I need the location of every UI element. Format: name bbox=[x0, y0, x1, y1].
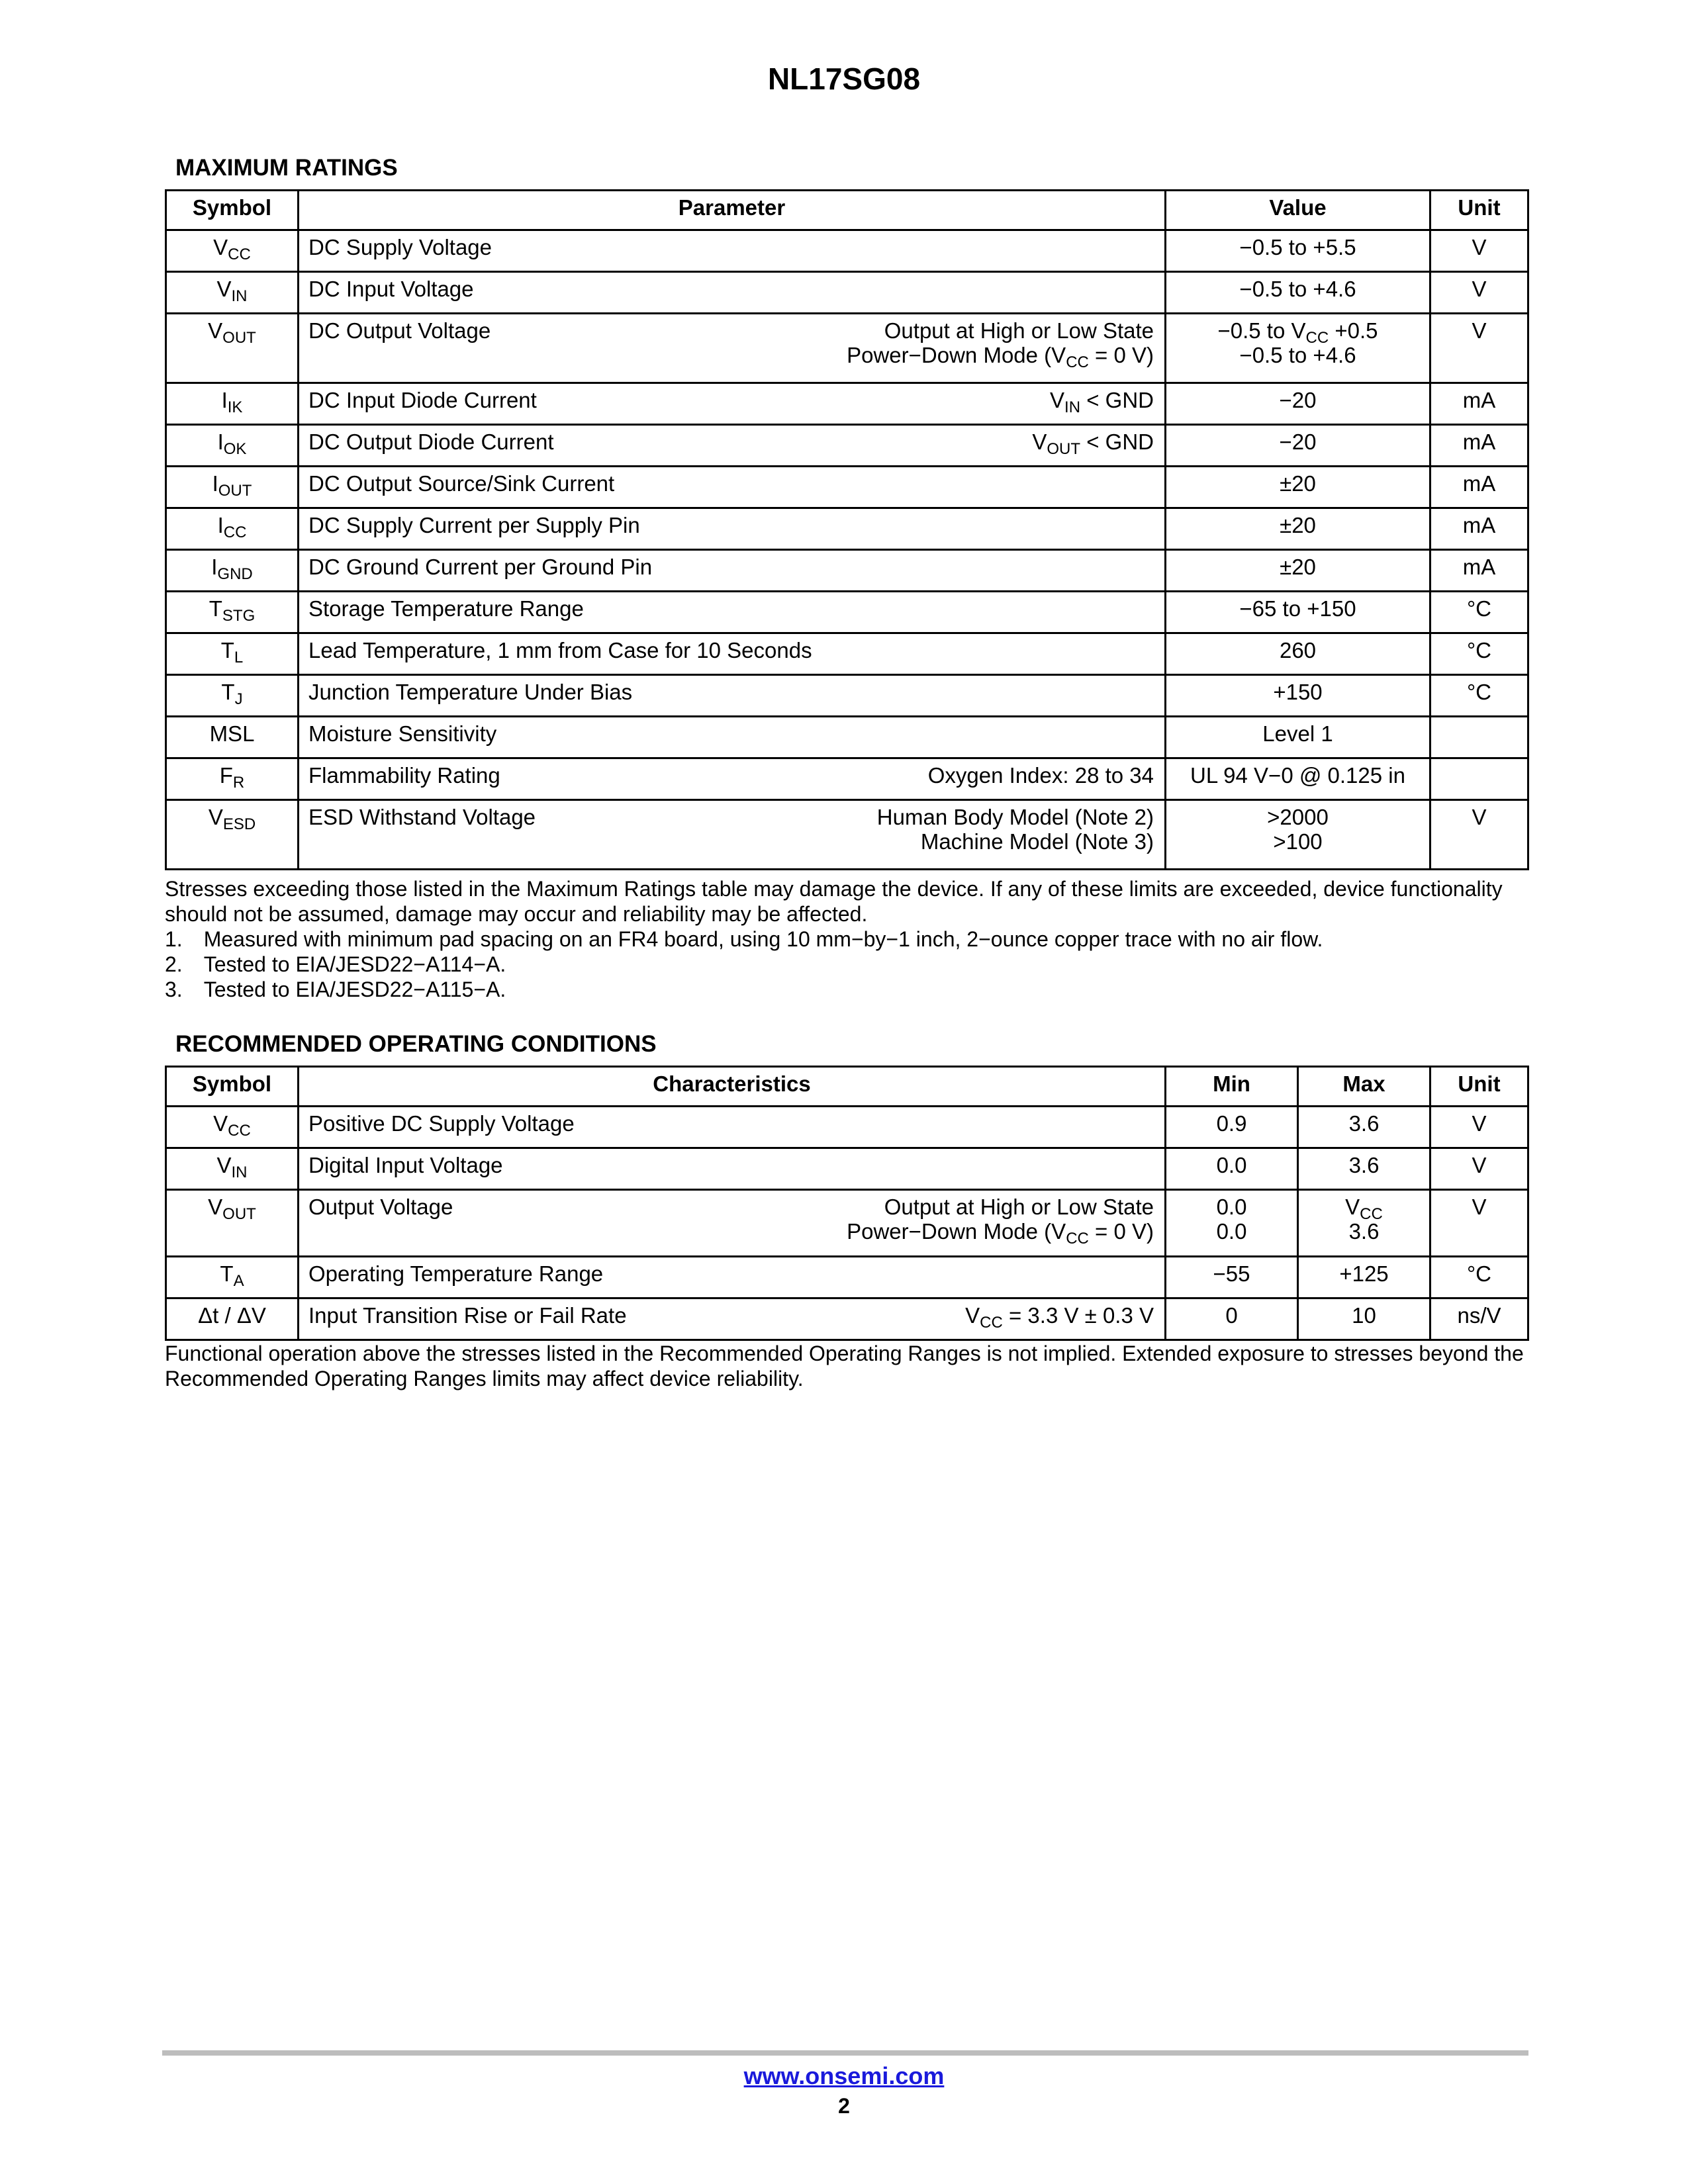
symbol-cell bbox=[166, 633, 299, 675]
condition-text bbox=[877, 805, 1154, 854]
symbol-text: V bbox=[213, 235, 228, 259]
max-cell: 3.6 bbox=[1298, 1148, 1430, 1190]
condition-part: V bbox=[965, 1303, 980, 1328]
symbol-subscript: IK bbox=[227, 398, 243, 416]
value-cell: ±20 bbox=[1166, 550, 1430, 592]
symbol-subscript: L bbox=[234, 649, 244, 666]
parameter-text: DC Output Voltage bbox=[308, 318, 491, 343]
parameter-cell: Operating Temperature Range bbox=[299, 1257, 1166, 1298]
value-cell: 260 bbox=[1166, 633, 1430, 675]
min-cell: 0.0 bbox=[1166, 1148, 1298, 1190]
symbol-cell bbox=[166, 675, 299, 717]
value-cell: ±20 bbox=[1166, 508, 1430, 550]
col-header-max: Max bbox=[1298, 1067, 1430, 1107]
condition-part: = 0 V) bbox=[1088, 343, 1154, 367]
unit-cell: °C bbox=[1430, 1257, 1528, 1298]
symbol-text: V bbox=[216, 277, 232, 301]
symbol-cell bbox=[166, 383, 299, 425]
symbol-cell: MSL bbox=[166, 717, 299, 758]
page-number: 2 bbox=[838, 2094, 850, 2118]
parameter-cell: DC Output Source/Sink Current bbox=[299, 467, 1166, 508]
symbol-text: V bbox=[216, 1153, 232, 1177]
symbol-text: F bbox=[219, 763, 233, 788]
condition-text bbox=[847, 1195, 1154, 1248]
unit-cell: °C bbox=[1430, 675, 1528, 717]
col-header-symbol: Symbol bbox=[166, 191, 299, 230]
parameter-text: Flammability Rating bbox=[308, 763, 500, 788]
symbol-cell bbox=[166, 592, 299, 633]
table-row bbox=[166, 675, 1528, 717]
symbol-text: I bbox=[212, 471, 218, 496]
max-cell: 3.6 bbox=[1298, 1107, 1430, 1148]
table-row bbox=[166, 758, 1528, 800]
symbol-cell bbox=[166, 1148, 299, 1190]
symbol-subscript: CC bbox=[223, 523, 247, 541]
parameter-cell bbox=[299, 1190, 1166, 1257]
symbol-text: V bbox=[208, 1195, 223, 1219]
note-2: 2. Tested to EIA/JESD22−A114−A. bbox=[165, 952, 506, 976]
condition-part: = 0 V) bbox=[1088, 1219, 1154, 1244]
min-cell: 0.9 bbox=[1166, 1107, 1298, 1148]
rec-op-table bbox=[165, 1066, 1529, 1341]
symbol-text: I bbox=[217, 513, 224, 537]
condition-part: V bbox=[1050, 388, 1065, 412]
table-row bbox=[166, 314, 1528, 383]
condition-part: Power−Down Mode (V bbox=[847, 1219, 1066, 1244]
col-header-parameter: Parameter bbox=[299, 191, 1166, 230]
symbol-text: T bbox=[209, 596, 222, 621]
condition-line: Human Body Model (Note 2) bbox=[876, 805, 1154, 829]
symbol-text: I bbox=[217, 430, 224, 454]
symbol-text: I bbox=[211, 555, 218, 579]
value-cell bbox=[1166, 800, 1430, 870]
table-row bbox=[166, 550, 1528, 592]
value-cell: UL 94 V−0 @ 0.125 in bbox=[1166, 758, 1430, 800]
condition-subscript: IN bbox=[1064, 398, 1081, 416]
unit-cell: mA bbox=[1430, 467, 1528, 508]
parameter-cell: Junction Temperature Under Bias bbox=[299, 675, 1166, 717]
condition-text bbox=[1032, 430, 1154, 458]
symbol-cell bbox=[166, 230, 299, 272]
max-cell bbox=[1298, 1190, 1430, 1257]
value-cell: −0.5 to +4.6 bbox=[1166, 272, 1430, 314]
parameter-text: ESD Withstand Voltage bbox=[308, 805, 536, 829]
max-part: V bbox=[1345, 1195, 1360, 1219]
parameter-text: DC Output Diode Current bbox=[308, 430, 554, 454]
value-cell: ±20 bbox=[1166, 467, 1430, 508]
symbol-cell bbox=[166, 550, 299, 592]
symbol-text: T bbox=[220, 638, 234, 662]
max-subscript: CC bbox=[1360, 1205, 1383, 1223]
parameter-cell bbox=[299, 1298, 1166, 1340]
parameter-text: Input Transition Rise or Fail Rate bbox=[308, 1303, 627, 1328]
symbol-cell bbox=[166, 508, 299, 550]
symbol-subscript: OK bbox=[223, 440, 247, 458]
unit-cell: °C bbox=[1430, 633, 1528, 675]
symbol-subscript: OUT bbox=[218, 482, 252, 500]
condition-part: < GND bbox=[1080, 430, 1154, 454]
parameter-cell bbox=[299, 383, 1166, 425]
unit-cell: ns/V bbox=[1430, 1298, 1528, 1340]
rec-op-note bbox=[165, 1341, 1528, 1391]
parameter-cell bbox=[299, 758, 1166, 800]
condition-subscript: CC bbox=[1066, 353, 1089, 371]
parameter-cell: Storage Temperature Range bbox=[299, 592, 1166, 633]
parameter-text: DC Input Diode Current bbox=[308, 388, 537, 412]
value-cell: −65 to +150 bbox=[1166, 592, 1430, 633]
unit-cell bbox=[1430, 758, 1528, 800]
condition-subscript: OUT bbox=[1047, 440, 1081, 458]
condition-line: Output at High or Low State bbox=[884, 1195, 1154, 1219]
symbol-subscript: R bbox=[232, 774, 245, 792]
symbol-subscript: GND bbox=[217, 565, 253, 583]
unit-cell: V bbox=[1430, 230, 1528, 272]
functional-note: Functional operation above the stresses listed in the Recommended Operating Ranges is not implied. Extended exposure to stresses beyond the Recommended Operating Ranges limits may affect device reliability. bbox=[165, 1342, 1524, 1390]
unit-cell: V bbox=[1430, 1148, 1528, 1190]
table-row bbox=[166, 717, 1528, 758]
col-header-value: Value bbox=[1166, 191, 1430, 230]
parameter-cell: Moisture Sensitivity bbox=[299, 717, 1166, 758]
condition-subscript: CC bbox=[980, 1314, 1003, 1332]
value-cell: +150 bbox=[1166, 675, 1430, 717]
table-row bbox=[166, 633, 1528, 675]
symbol-cell: Δt / ΔV bbox=[166, 1298, 299, 1340]
value-line: >2000 bbox=[1267, 805, 1329, 829]
symbol-text: T bbox=[221, 680, 235, 704]
symbol-cell bbox=[166, 1190, 299, 1257]
value-cell bbox=[1166, 314, 1430, 383]
parameter-cell bbox=[299, 314, 1166, 383]
table-header-row bbox=[166, 1067, 1528, 1107]
condition-part: Power−Down Mode (V bbox=[847, 343, 1066, 367]
symbol-text: T bbox=[220, 1261, 234, 1286]
footer-divider bbox=[162, 2050, 1528, 2056]
note-3: 3. Tested to EIA/JESD22−A115−A. bbox=[165, 978, 506, 1001]
condition-text bbox=[847, 318, 1154, 371]
symbol-subscript: OUT bbox=[222, 1205, 256, 1223]
value-subscript: CC bbox=[1305, 329, 1329, 347]
table-row bbox=[166, 1298, 1528, 1340]
symbol-subscript: OUT bbox=[222, 329, 256, 347]
rec-op-title: RECOMMENDED OPERATING CONDITIONS bbox=[175, 1031, 657, 1057]
symbol-cell bbox=[166, 1257, 299, 1298]
unit-cell: mA bbox=[1430, 383, 1528, 425]
parameter-cell: DC Ground Current per Ground Pin bbox=[299, 550, 1166, 592]
symbol-subscript: IN bbox=[231, 287, 248, 305]
unit-cell: V bbox=[1430, 272, 1528, 314]
symbol-text: V bbox=[213, 1111, 228, 1136]
table-row bbox=[166, 592, 1528, 633]
parameter-cell: DC Supply Voltage bbox=[299, 230, 1166, 272]
symbol-cell bbox=[166, 272, 299, 314]
table-row bbox=[166, 425, 1528, 467]
min-cell: −55 bbox=[1166, 1257, 1298, 1298]
value-line: >100 bbox=[1273, 829, 1323, 854]
min-line: 0.0 bbox=[1216, 1219, 1247, 1244]
unit-cell: mA bbox=[1430, 550, 1528, 592]
unit-cell: V bbox=[1430, 800, 1528, 870]
table-row bbox=[166, 272, 1528, 314]
unit-cell: mA bbox=[1430, 508, 1528, 550]
table-row bbox=[166, 230, 1528, 272]
max-ratings-notes bbox=[165, 876, 1528, 1002]
table-row bbox=[166, 508, 1528, 550]
value-line: −0.5 to +4.6 bbox=[1239, 343, 1356, 367]
condition-subscript: CC bbox=[1066, 1230, 1089, 1248]
table-row bbox=[166, 1190, 1528, 1257]
table-row bbox=[166, 467, 1528, 508]
unit-cell: V bbox=[1430, 1190, 1528, 1257]
symbol-subscript: CC bbox=[228, 1122, 251, 1140]
symbol-subscript: CC bbox=[228, 246, 251, 263]
min-line: 0.0 bbox=[1216, 1195, 1247, 1219]
condition-line: Output at High or Low State bbox=[884, 318, 1154, 343]
symbol-cell bbox=[166, 758, 299, 800]
condition-text bbox=[965, 1303, 1154, 1332]
symbol-subscript: STG bbox=[222, 607, 256, 625]
condition-part: < GND bbox=[1080, 388, 1154, 412]
parameter-cell: Positive DC Supply Voltage bbox=[299, 1107, 1166, 1148]
condition-line: Machine Model (Note 3) bbox=[920, 829, 1154, 854]
value-cell: Level 1 bbox=[1166, 717, 1430, 758]
condition-line bbox=[847, 343, 1154, 371]
page-title: NL17SG08 bbox=[767, 62, 921, 96]
max-cell: +125 bbox=[1298, 1257, 1430, 1298]
value-line bbox=[1176, 318, 1420, 347]
symbol-text: I bbox=[221, 388, 228, 412]
symbol-cell bbox=[166, 425, 299, 467]
symbol-subscript: IN bbox=[231, 1163, 248, 1181]
symbol-subscript: A bbox=[233, 1272, 244, 1290]
unit-cell: V bbox=[1430, 314, 1528, 383]
condition-text bbox=[1050, 388, 1154, 416]
col-header-min: Min bbox=[1166, 1067, 1298, 1107]
parameter-cell: DC Supply Current per Supply Pin bbox=[299, 508, 1166, 550]
condition-part: = 3.3 V ± 0.3 V bbox=[1002, 1303, 1154, 1328]
table-row bbox=[166, 1257, 1528, 1298]
unit-cell: V bbox=[1430, 1107, 1528, 1148]
symbol-cell bbox=[166, 1107, 299, 1148]
unit-cell: °C bbox=[1430, 592, 1528, 633]
table-row bbox=[166, 1107, 1528, 1148]
unit-cell bbox=[1430, 717, 1528, 758]
value-part: +0.5 bbox=[1329, 318, 1378, 343]
symbol-subscript: ESD bbox=[222, 815, 256, 833]
condition-line bbox=[847, 1219, 1154, 1248]
value-cell: −20 bbox=[1166, 425, 1430, 467]
parameter-text: Output Voltage bbox=[308, 1195, 453, 1219]
col-header-characteristics: Characteristics bbox=[299, 1067, 1166, 1107]
col-header-symbol: Symbol bbox=[166, 1067, 299, 1107]
website-link[interactable]: www.onsemi.com bbox=[743, 2062, 945, 2089]
max-line: 3.6 bbox=[1348, 1219, 1380, 1244]
value-cell: −20 bbox=[1166, 383, 1430, 425]
col-header-unit: Unit bbox=[1430, 191, 1528, 230]
symbol-cell bbox=[166, 314, 299, 383]
symbol-cell bbox=[166, 800, 299, 870]
symbol-cell bbox=[166, 467, 299, 508]
table-header-row bbox=[166, 191, 1528, 230]
symbol-text: V bbox=[208, 805, 223, 829]
condition-part: V bbox=[1032, 430, 1047, 454]
parameter-cell: Digital Input Voltage bbox=[299, 1148, 1166, 1190]
max-ratings-title: MAXIMUM RATINGS bbox=[175, 155, 398, 181]
max-cell: 10 bbox=[1298, 1298, 1430, 1340]
min-cell bbox=[1166, 1190, 1298, 1257]
min-cell: 0 bbox=[1166, 1298, 1298, 1340]
max-ratings-table bbox=[165, 189, 1529, 870]
symbol-subscript: J bbox=[234, 690, 243, 708]
parameter-cell bbox=[299, 800, 1166, 870]
table-row bbox=[166, 1148, 1528, 1190]
parameter-cell: DC Input Voltage bbox=[299, 272, 1166, 314]
condition-text: Oxygen Index: 28 to 34 bbox=[927, 763, 1154, 788]
symbol-text: V bbox=[208, 318, 223, 343]
max-line bbox=[1308, 1195, 1420, 1223]
unit-cell: mA bbox=[1430, 425, 1528, 467]
note-1: 1. Measured with minimum pad spacing on an FR4 board, using 10 mm−by−1 inch, 2−ounce copper trace with no air flow. bbox=[165, 927, 1323, 951]
col-header-unit: Unit bbox=[1430, 1067, 1528, 1107]
parameter-cell: Lead Temperature, 1 mm from Case for 10 Seconds bbox=[299, 633, 1166, 675]
table-row bbox=[166, 383, 1528, 425]
parameter-cell bbox=[299, 425, 1166, 467]
table-row bbox=[166, 800, 1528, 870]
value-part: −0.5 to V bbox=[1217, 318, 1306, 343]
value-cell: −0.5 to +5.5 bbox=[1166, 230, 1430, 272]
stress-note: Stresses exceeding those listed in the Maximum Ratings table may damage the device. If any of these limits are exceeded, device functionality should not be assumed, damage may occur and reliability may be affected. bbox=[165, 877, 1503, 926]
